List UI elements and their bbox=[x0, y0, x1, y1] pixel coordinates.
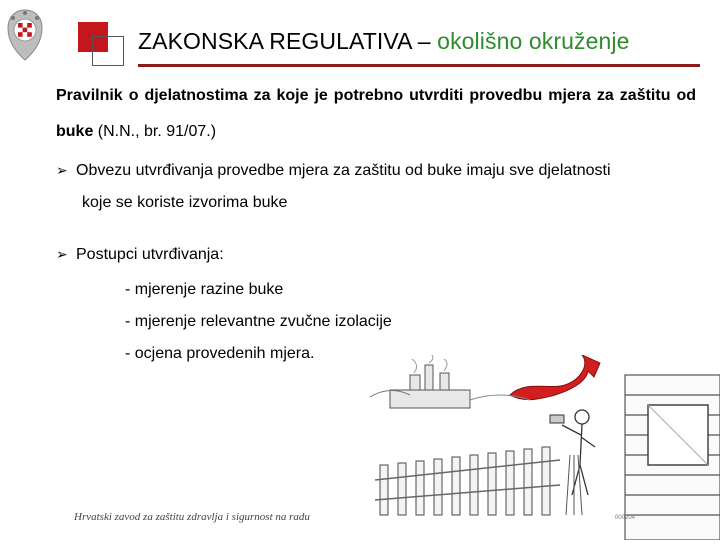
regulation-reference: (N.N., br. 91/07.) bbox=[93, 123, 217, 140]
arrow-bullet-icon: ➢ bbox=[56, 162, 68, 178]
arrow-bullet-icon: ➢ bbox=[56, 246, 68, 262]
title-underline bbox=[138, 64, 700, 67]
title-decoration bbox=[78, 22, 126, 66]
slide-title bbox=[138, 28, 629, 55]
bullet-obligation-line2: koje se koriste izvorima buke bbox=[82, 194, 288, 211]
subitem-noise-measurement: - mjerenje razine buke bbox=[125, 281, 284, 298]
bullet-obligation-line1: Obvezu utvrđivanja provedbe mjera za zaštitu od buke imaju sve djelatnosti bbox=[76, 162, 611, 179]
subitem-measures-assessment: - ocjena provedenih mjera. bbox=[125, 345, 315, 362]
bullet-procedures-label: Postupci utvrđivanja: bbox=[76, 246, 224, 263]
outline-square bbox=[92, 36, 124, 66]
institute-logo-icon bbox=[4, 8, 46, 64]
subitem-insulation-measurement: - mjerenje relevantne zvučne izolacije bbox=[125, 313, 392, 330]
regulation-title: Pravilnik o djelatnostima za koje je potrebno utvrditi provedbu mjera za zaštitu od buke bbox=[56, 87, 696, 140]
regulation-paragraph bbox=[56, 78, 696, 150]
footer-institution: Hrvatski zavod za zaštitu zdravlja i sigurnost na radu bbox=[74, 511, 310, 523]
title-main: ZAKONSKA REGULATIVA – bbox=[138, 28, 438, 54]
noise-illustration bbox=[350, 355, 720, 540]
svg-text:000204: 000204 bbox=[615, 515, 636, 521]
title-accent: okolišno okruženje bbox=[437, 28, 630, 54]
